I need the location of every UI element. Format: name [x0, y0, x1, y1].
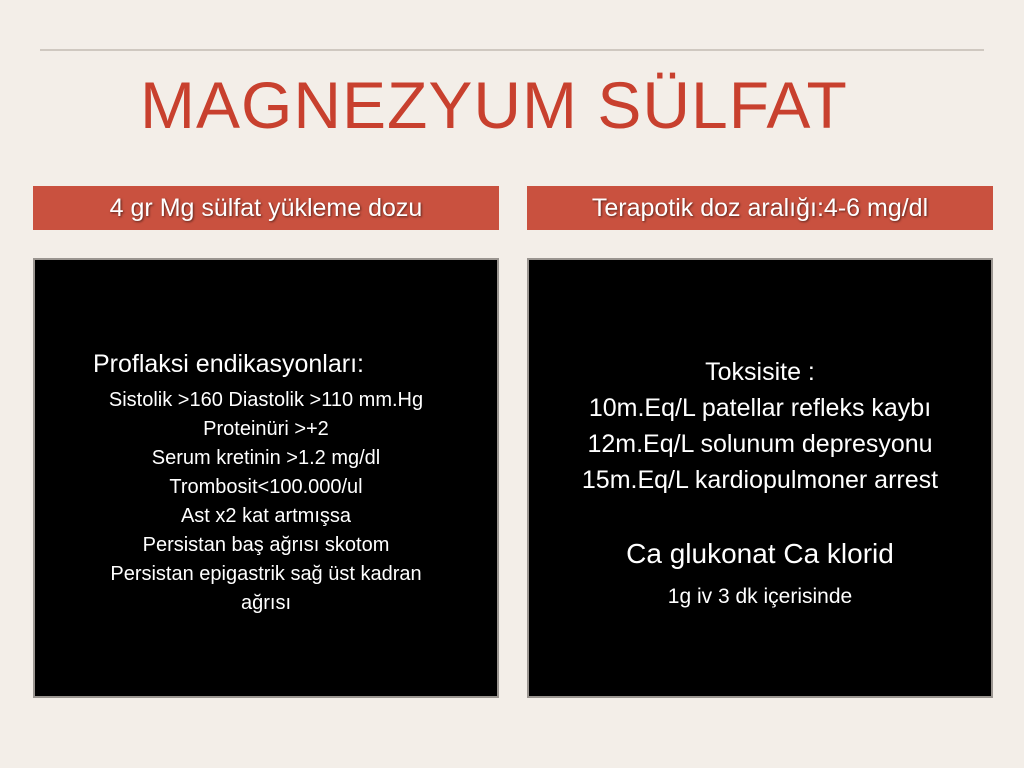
toxicity-list [529, 354, 991, 498]
toxicity-heading: Toksisite : [705, 358, 815, 386]
therapeutic-range-header: Terapotik doz aralığı:4-6 mg/dl [527, 186, 993, 230]
list-item: 12m.Eq/L solunum depresyonu [587, 430, 933, 458]
prophylaxis-panel [33, 258, 499, 698]
list-item: Sistolik >160 Diastolik >110 mm.Hg [108, 389, 424, 411]
top-divider [40, 49, 984, 51]
list-item: 10m.Eq/L patellar refleks kaybı [588, 394, 932, 422]
list-item: Persistan epigastrik sağ üst kadran [110, 563, 422, 585]
list-item: Ast x2 kat artmışsa [180, 505, 352, 527]
list-item: 15m.Eq/L kardiopulmoner arrest [581, 466, 939, 494]
list-item: Trombosit<100.000/ul [169, 476, 363, 498]
list-item: Serum kretinin >1.2 mg/dl [151, 447, 381, 469]
antidote-text: Ca glukonat Ca klorid [626, 538, 894, 569]
slide-title: MAGNEZYUM SÜLFAT [140, 68, 848, 142]
antidote-dose-text: 1g iv 3 dk içerisinde [667, 585, 853, 608]
list-item: Proteinüri >+2 [203, 418, 329, 440]
prophylaxis-heading: Proflaksi endikasyonları: [93, 350, 364, 378]
prophylaxis-list [35, 386, 497, 618]
list-item: Persistan baş ağrısı skotom [142, 534, 390, 556]
loading-dose-header: 4 gr Mg sülfat yükleme dozu [33, 186, 499, 230]
list-item: ağrısı [240, 592, 292, 614]
toxicity-panel [527, 258, 993, 698]
